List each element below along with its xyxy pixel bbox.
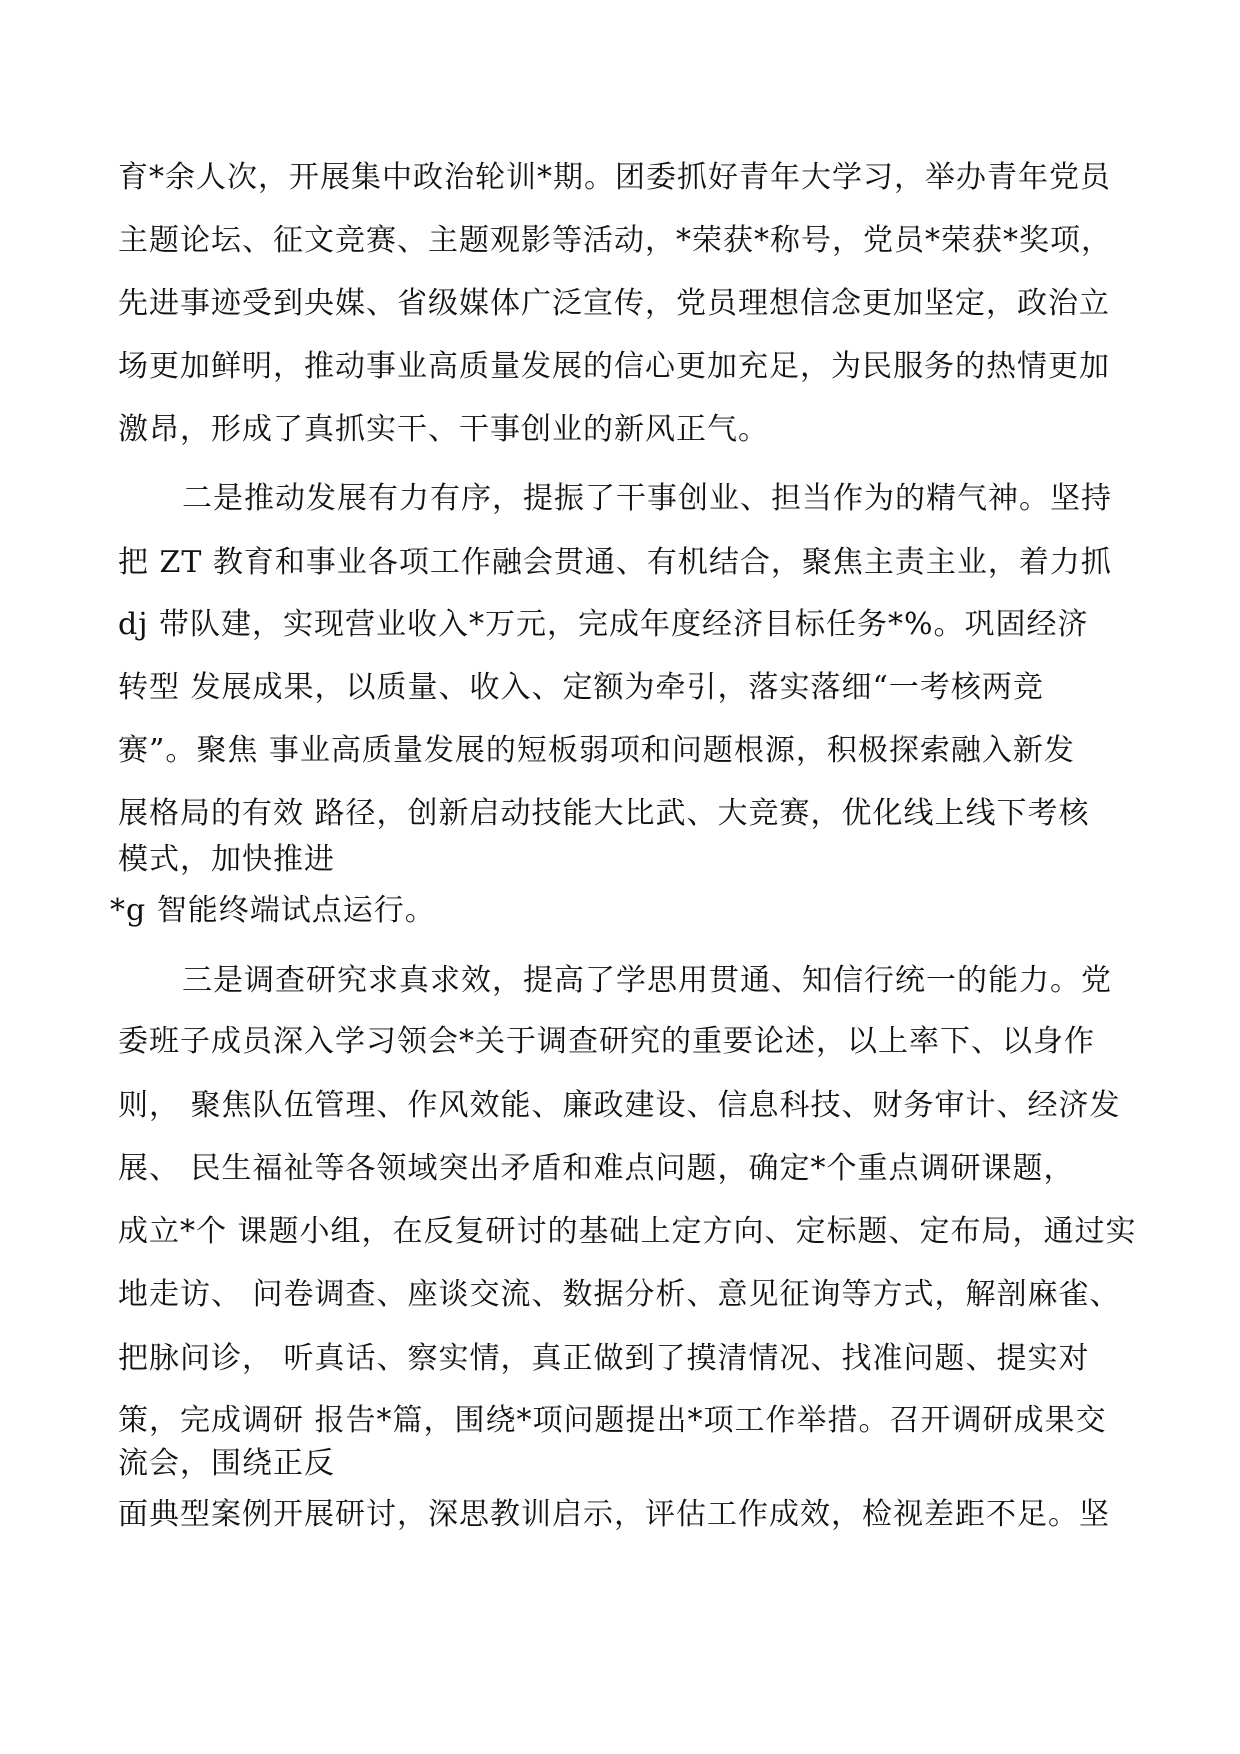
text-line: 流会，围绕正反 (118, 1446, 335, 1481)
text-line: 则， 聚焦队伍管理、作风效能、廉政建设、信息科技、财务审计、经济发 (118, 1088, 1121, 1123)
text-line: dj 带队建，实现营业收入*万元，完成年度经济目标任务*%。巩固经济 (118, 607, 1089, 642)
text-line: 地走访、 问卷调查、座谈交流、数据分析、意见征询等方式，解剖麻雀、 (118, 1277, 1121, 1312)
text-line: 激昂，形成了真抓实干、干事创业的新风正气。 (118, 412, 769, 447)
text-line: 策，完成调研 报告*篇，围绕*项问题提出*项工作举措。召开调研成果交 (118, 1403, 1107, 1438)
text-line: 三是调查研究求真求效，提高了学思用贯通、知信行统一的能力。党 (182, 963, 1112, 998)
text-line: 把脉问诊， 听真话、察实情，真正做到了摸清情况、找准问题、提实对 (118, 1341, 1090, 1376)
text-line: 把 ZT 教育和事业各项工作融会贯通、有机结合，聚焦主责主业，着力抓 (118, 545, 1112, 580)
text-line: *g 智能终端试点运行。 (110, 893, 436, 928)
text-line: 先进事迹受到央媒、省级媒体广泛宣传，党员理想信念更加坚定，政治立 (118, 286, 1110, 321)
text-line: 赛”。聚焦 事业高质量发展的短板弱项和问题根源，积极探索融入新发 (118, 733, 1075, 768)
text-line: 育*余人次，开展集中政治轮训*期。团委抓好青年大学习，举办青年党员 (118, 160, 1111, 195)
text-line: 委班子成员深入学习领会*关于调查研究的重要论述，以上率下、以身作 (118, 1024, 1095, 1059)
text-line: 场更加鲜明，推动事业高质量发展的信心更加充足，为民服务的热情更加 (118, 349, 1110, 384)
text-line: 面典型案例开展研讨，深思教训启示，评估工作成效，检视差距不足。坚 (118, 1497, 1110, 1532)
text-line: 模式，加快推进 (118, 842, 335, 877)
text-line: 二是推动发展有力有序，提振了干事创业、担当作为的精气神。坚持 (182, 481, 1112, 516)
text-line: 成立*个 课题小组，在反复研讨的基础上定方向、定标题、定布局，通过实 (118, 1214, 1137, 1249)
text-line: 展格局的有效 路径，创新启动技能大比武、大竞赛，优化线上线下考核 (118, 796, 1090, 831)
text-line: 展、 民生福祉等各领域突出矛盾和难点问题，确定*个重点调研课题， (118, 1151, 1075, 1186)
text-line: 转型 发展成果，以质量、收入、定额为牵引，落实落细“一考核两竞 (118, 670, 1044, 705)
text-line: 主题论坛、征文竞赛、主题观影等活动，*荣获*称号，党员*荣获*奖项， (118, 223, 1112, 258)
